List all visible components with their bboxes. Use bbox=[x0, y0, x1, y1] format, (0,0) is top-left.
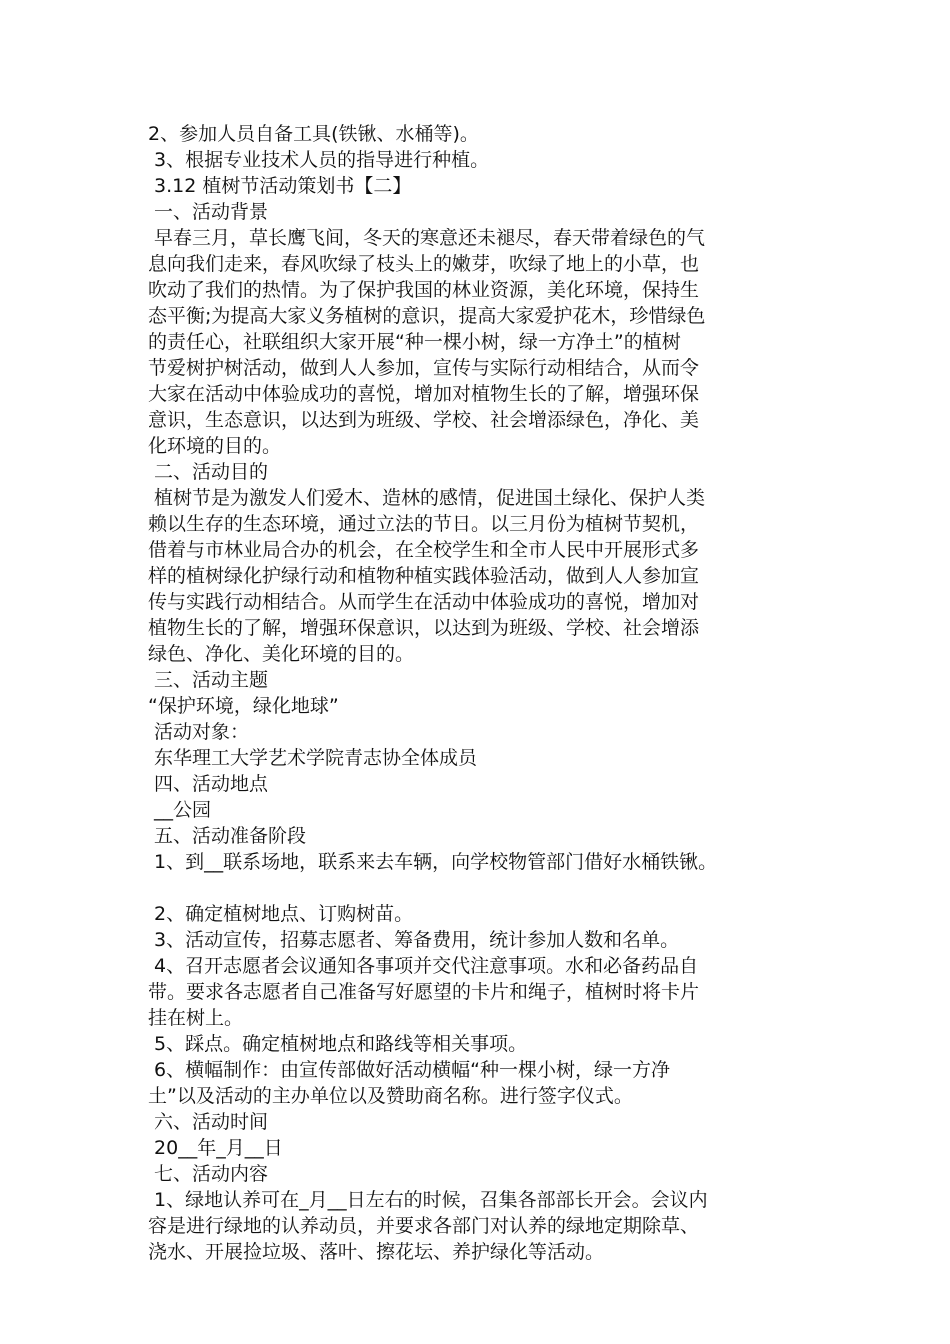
text-line: 1、绿地认养可在_月__日左右的时候，召集各部部长开会。会议内 bbox=[148, 1189, 708, 1211]
text-line: 土”以及活动的主办单位以及赞助商名称。进行签字仪式。 bbox=[148, 1085, 633, 1107]
text-line: 意识，生态意识，以达到为班级、学校、社会增添绿色，净化、美 bbox=[148, 409, 700, 431]
heading-location: 四、活动地点 bbox=[148, 773, 269, 795]
text-line: 植物生长的了解，增强环保意识，以达到为班级、学校、社会增添 bbox=[148, 617, 700, 639]
text-line: 的责任心，社联组织大家开展“种一棵小树，绿一方净土”的植树 bbox=[148, 331, 681, 353]
text-line: “保护环境，绿化地球” bbox=[148, 695, 339, 717]
text-line: 3、活动宣传，招募志愿者、筹备费用，统计参加人数和名单。 bbox=[148, 929, 680, 951]
text-line: 4、召开志愿者会议通知各事项并交代注意事项。水和必备药品自 bbox=[148, 955, 699, 977]
text-line: 1、到__联系场地，联系来去车辆，向学校物管部门借好水桶铁锹。 bbox=[148, 851, 718, 873]
heading-background: 一、活动背景 bbox=[148, 201, 269, 223]
heading-theme: 三、活动主题 bbox=[148, 669, 269, 691]
text-line: 传与实践行动相结合。从而学生在活动中体验成功的喜悦，增加对 bbox=[148, 591, 700, 613]
section-title: 3.12 植树节活动策划书【二】 bbox=[148, 175, 412, 197]
text-line: __公园 bbox=[148, 799, 212, 821]
text-line: 化环境的目的。 bbox=[148, 435, 282, 457]
text-line: 大家在活动中体验成功的喜悦，增加对植物生长的了解，增强环保 bbox=[148, 383, 700, 405]
text-line: 活动对象： bbox=[148, 721, 250, 743]
text-line: 东华理工大学艺术学院青志协全体成员 bbox=[148, 747, 478, 769]
heading-time: 六、活动时间 bbox=[148, 1111, 269, 1133]
heading-purpose: 二、活动目的 bbox=[148, 461, 269, 483]
text-line: 早春三月，草长鹰飞间，冬天的寒意还未褪尽，春天带着绿色的气 bbox=[148, 227, 706, 249]
text-line: 3、根据专业技术人员的指导进行种植。 bbox=[148, 149, 490, 171]
text-line: 2、确定植树地点、订购树苗。 bbox=[148, 903, 414, 925]
text-line: 赖以生存的生态环境，通过立法的节日。以三月份为植树节契机， bbox=[148, 513, 700, 535]
text-line: 挂在树上。 bbox=[148, 1007, 244, 1029]
text-line: 息向我们走来，春风吹绿了枝头上的嫩芽，吹绿了地上的小草，也 bbox=[148, 253, 700, 275]
blank-line bbox=[148, 875, 808, 901]
text-line: 容是进行绿地的认养动员，并要求各部门对认养的绿地定期除草、 bbox=[148, 1215, 700, 1237]
text-line: 2、参加人员自备工具(铁锹、水桶等)。 bbox=[148, 123, 479, 145]
text-line: 节爱树护树活动，做到人人参加，宣传与实际行动相结合，从而令 bbox=[148, 357, 700, 379]
text-line: 浇水、开展捡垃圾、落叶、擦花坛、养护绿化等活动。 bbox=[148, 1241, 605, 1263]
text-line: 20__年_月__日 bbox=[148, 1137, 283, 1159]
text-line: 植树节是为激发人们爱木、造林的感情，促进国土绿化、保护人类 bbox=[148, 487, 706, 509]
text-line: 借着与市林业局合办的机会，在全校学生和全市人民中开展形式多 bbox=[148, 539, 700, 561]
document-body bbox=[148, 121, 808, 1265]
text-line: 吹动了我们的热情。为了保护我国的林业资源，美化环境，保持生 bbox=[148, 279, 700, 301]
text-line: 样的植树绿化护绿行动和植物种植实践体验活动，做到人人参加宣 bbox=[148, 565, 700, 587]
text-line: 态平衡;为提高大家义务植树的意识，提高大家爱护花木，珍惜绿色 bbox=[148, 305, 706, 327]
text-line: 6、横幅制作：由宣传部做好活动横幅“种一棵小树，绿一方净 bbox=[148, 1059, 670, 1081]
text-line: 带。要求各志愿者自己准备写好愿望的卡片和绳子，植树时将卡片 bbox=[148, 981, 700, 1003]
heading-content: 七、活动内容 bbox=[148, 1163, 269, 1185]
text-line: 绿色、净化、美化环境的目的。 bbox=[148, 643, 415, 665]
text-line: 5、踩点。确定植树地点和路线等相关事项。 bbox=[148, 1033, 528, 1055]
heading-preparation: 五、活动准备阶段 bbox=[148, 825, 307, 847]
